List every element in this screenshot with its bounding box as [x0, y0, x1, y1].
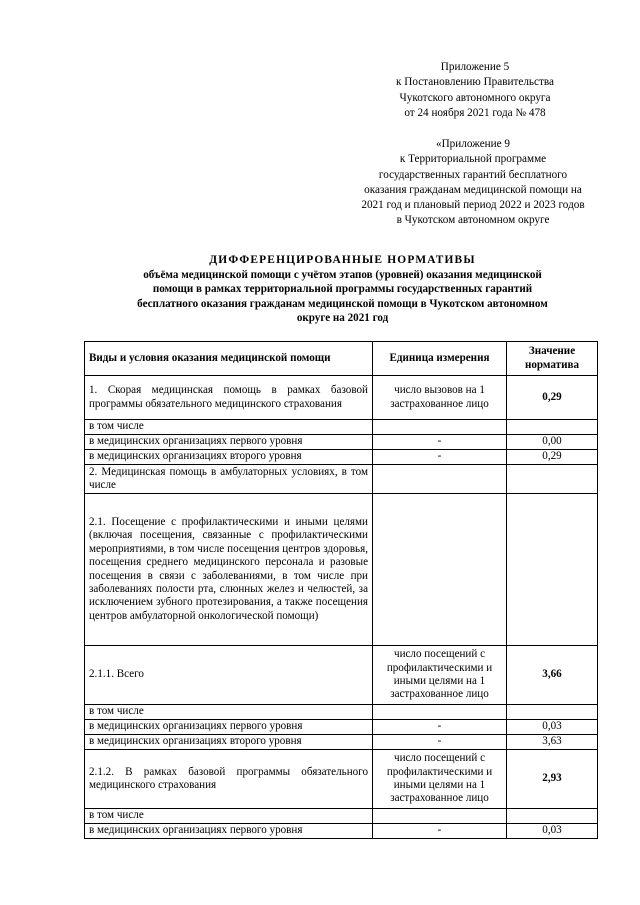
- row-unit-cell: -: [373, 824, 507, 839]
- row-value-cell: 0,29: [507, 450, 598, 465]
- table-row: [85, 720, 598, 735]
- appendix5-header: [360, 60, 590, 121]
- row-unit-cell: -: [373, 450, 507, 465]
- subtitle-line: объёма медицинской помощи с учётом этапов (уровней) оказания медицинской: [143, 269, 542, 281]
- row-type-cell: в медицинских организациях второго уровня: [85, 735, 373, 750]
- row-type-cell: 2.1.2. В рамках базовой программы обязательного медицинского страхования: [85, 750, 373, 809]
- subtitle-line: помощи в рамках территориальной программы государственных гарантий: [152, 283, 533, 296]
- appendix9-line: государственных гарантий бесплатного: [378, 168, 568, 181]
- table-row: [85, 435, 598, 450]
- table-row: [85, 809, 598, 824]
- row-type-cell: в том числе: [85, 705, 373, 720]
- row-type-cell: 2.1.1. Всего: [85, 646, 373, 705]
- row-unit-cell: -: [373, 735, 507, 750]
- document-subtitle: [80, 268, 605, 326]
- row-unit-cell: [373, 420, 507, 435]
- row-value-cell: 0,03: [507, 720, 598, 735]
- table-row: [85, 465, 598, 494]
- appendix9-line: 2021 год и плановый период 2022 и 2023 годов: [361, 199, 585, 212]
- appendix9-line: оказания гражданам медицинской помощи на: [364, 183, 582, 196]
- appendix9-line: к Территориальной программе: [399, 153, 547, 166]
- row-unit-cell: число посещений с профилактическими и иными целями на 1 застрахованное лицо: [373, 750, 507, 809]
- row-type-cell: 2. Медицинская помощь в амбулаторных условиях, в том числе: [85, 465, 373, 494]
- row-value-cell: 2,93: [507, 750, 598, 809]
- row-unit-cell: число вызовов на 1 застрахованное лицо: [373, 376, 507, 420]
- row-type-cell: 2.1. Посещение с профилактическими и иными целями (включая посещения, связанные с профилактическими мероприятиями, в том числе посещения центров здоровья, посещения среднего медицинского персонала и разовые посещения в связи с заболеваниями, в том числе при заболеваниях полости рта, слюнных желез и челюстей, за исключением зубного протезирования, а также посещения центров амбулаторной онкологической помощи): [85, 494, 373, 646]
- row-type-cell: в медицинских организациях первого уровня: [85, 824, 373, 839]
- header-unit: Единица измерения: [373, 342, 507, 376]
- row-type-cell: в медицинских организациях второго уровня: [85, 450, 373, 465]
- row-value-cell: 3,63: [507, 735, 598, 750]
- appendix5-line: от 24 ноября 2021 года № 478: [404, 106, 546, 119]
- row-type-cell: в том числе: [85, 420, 373, 435]
- table-row: [85, 376, 598, 420]
- row-value-cell: 0,03: [507, 824, 598, 839]
- table-header-row: [85, 342, 598, 376]
- subtitle-line: округе на 2021 год: [296, 312, 389, 325]
- row-type-cell: в медицинских организациях первого уровня: [85, 720, 373, 735]
- appendix5-line: Приложение 5: [440, 61, 510, 73]
- row-unit-cell: [373, 465, 507, 494]
- header-types-conditions: Виды и условия оказания медицинской помощи: [85, 342, 373, 376]
- norms-table: [84, 341, 598, 839]
- row-type-cell: в том числе: [85, 809, 373, 824]
- row-type-cell: 1. Скорая медицинская помощь в рамках базовой программы обязательного медицинского страхования: [85, 376, 373, 420]
- subtitle-line: бесплатного оказания гражданам медицинской помощи в Чукотском автономном: [137, 297, 548, 310]
- row-unit-cell: -: [373, 720, 507, 735]
- table-row: [85, 420, 598, 435]
- table-row: [85, 750, 598, 809]
- row-unit-cell: [373, 705, 507, 720]
- row-value-cell: 0,00: [507, 435, 598, 450]
- table-row: [85, 705, 598, 720]
- document-title: ДИФФЕРЕНЦИРОВАННЫЕ НОРМАТИВЫ: [209, 254, 476, 266]
- row-unit-cell: [373, 809, 507, 824]
- appendix9-line: в Чукотском автономном округе: [396, 214, 550, 227]
- row-value-cell: [507, 705, 598, 720]
- row-unit-cell: -: [373, 435, 507, 450]
- row-unit-cell: число посещений с профилактическими и иными целями на 1 застрахованное лицо: [373, 646, 507, 705]
- row-value-cell: [507, 420, 598, 435]
- row-unit-cell: [373, 494, 507, 646]
- appendix9-header: [328, 137, 618, 229]
- table-row: [85, 824, 598, 839]
- header-value: [507, 342, 598, 376]
- table-row: [85, 646, 598, 705]
- table-row: [85, 450, 598, 465]
- header-value-line: норматива: [524, 358, 580, 371]
- row-value-cell: 3,66: [507, 646, 598, 705]
- row-value-cell: [507, 465, 598, 494]
- row-type-cell: в медицинских организациях первого уровня: [85, 435, 373, 450]
- table-row: [85, 735, 598, 750]
- table-row: [85, 494, 598, 646]
- appendix5-line: к Постановлению Правительства: [396, 76, 554, 89]
- appendix5-line: Чукотского автономного округа: [399, 91, 551, 104]
- row-value-cell: 0,29: [507, 376, 598, 420]
- appendix9-line: «Приложение 9: [435, 138, 511, 150]
- header-value-line: Значение: [528, 345, 576, 358]
- row-value-cell: [507, 809, 598, 824]
- row-value-cell: [507, 494, 598, 646]
